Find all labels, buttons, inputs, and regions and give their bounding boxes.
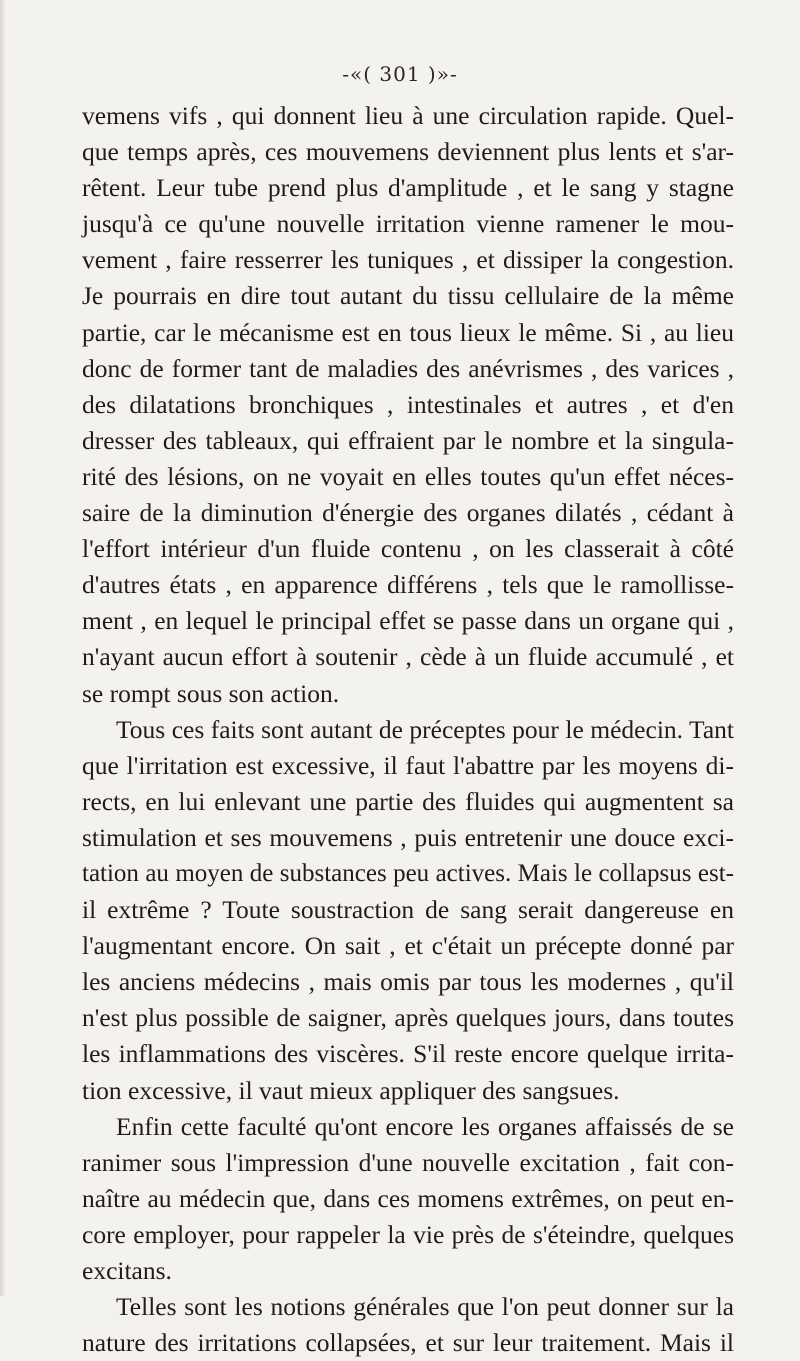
text-line: vement , faire resserrer les tuniques , et dissiper la congestion. bbox=[82, 245, 734, 275]
text-line: core employer, pour rappeler la vie près de s'éteindre, quelques bbox=[82, 1219, 734, 1249]
text-line: que l'irritation est excessive, il faut l'abattre par les moyens di- bbox=[82, 750, 734, 780]
text-line: excitans. bbox=[82, 1256, 172, 1285]
text-line: il extrême ? Toute soustraction de sang serait dangereuse en bbox=[82, 895, 734, 925]
page-edge-shadow bbox=[0, 0, 6, 1296]
text-line: ranimer sous l'impression d'une nouvelle excitation , fait con- bbox=[82, 1147, 734, 1177]
page-number: -«( 301 )»- bbox=[342, 62, 458, 86]
text-line: rité des lésions, on ne voyait en elles toutes qu'un effet néces- bbox=[82, 461, 734, 491]
text-line: ment , en lequel le principal effet se passe dans un organe qui , bbox=[82, 606, 734, 636]
text-line: partie, car le mécanisme est en tous lieux le même. Si , au lieu bbox=[82, 317, 734, 347]
text-line: les inflammations des viscères. S'il reste encore quelque irrita- bbox=[82, 1039, 734, 1069]
text-line: naître au médecin que, dans ces momens extrêmes, on peut en- bbox=[82, 1183, 734, 1213]
text-line: l'effort intérieur d'un fluide contenu , on les classerait à côté bbox=[82, 534, 734, 564]
text-line: des dilatations bronchiques , intestinales et autres , et d'en bbox=[82, 389, 734, 419]
text-line: rects, en lui enlevant une partie des fluides qui augmentent sa bbox=[82, 786, 734, 816]
text-line: nature des irritations collapsées, et sur leur traitement. Mais il bbox=[82, 1328, 734, 1358]
text-line: donc de former tant de maladies des anévrismes , des varices , bbox=[82, 353, 734, 383]
paragraph-start-line: Tous ces faits sont autant de préceptes pour le médecin. Tant bbox=[116, 714, 734, 744]
text-line: que temps après, ces mouvemens deviennent plus lents et s'ar- bbox=[82, 137, 734, 167]
text-line: d'autres états , en apparence différens , tels que le ramollisse- bbox=[82, 570, 734, 600]
body-text bbox=[82, 98, 734, 1361]
text-line: Je pourrais en dire tout autant du tissu cellulaire de la même bbox=[82, 281, 734, 311]
text-line: tion excessive, il vaut mieux appliquer des sangsues. bbox=[82, 1075, 620, 1105]
text-line: se rompt sous son action. bbox=[82, 678, 340, 708]
text-line: stimulation et ses mouvemens , puis entretenir une douce exci- bbox=[82, 822, 734, 852]
text-line: les anciens médecins , mais omis par tous les modernes , qu'il bbox=[82, 967, 734, 997]
text-line: n'est plus possible de saigner, après quelques jours, dans toutes bbox=[82, 1003, 734, 1033]
text-line: tation au moyen de substances peu actives. Mais le collapsus est- bbox=[82, 859, 734, 887]
text-line: vemens vifs , qui donnent lieu à une circulation rapide. Quel- bbox=[82, 101, 734, 130]
text-line: jusqu'à ce qu'une nouvelle irritation vienne ramener le mou- bbox=[82, 209, 734, 239]
text-line: dresser des tableaux, qui effraient par le nombre et la singula- bbox=[82, 425, 734, 455]
paragraph-start-line: Telles sont les notions générales que l'on peut donner sur la bbox=[116, 1292, 734, 1322]
text-line: saire de la diminution d'énergie des organes dilatés , cédant à bbox=[82, 498, 734, 528]
text-line: rêtent. Leur tube prend plus d'amplitude , et le sang y stagne bbox=[82, 173, 734, 203]
paragraph-start-line: Enfin cette faculté qu'ont encore les organes affaissés de se bbox=[116, 1111, 734, 1141]
text-line: n'ayant aucun effort à soutenir , cède à un fluide accumulé , et bbox=[82, 642, 734, 672]
text-line: l'augmentant encore. On sait , et c'était un précepte donné par bbox=[82, 931, 734, 961]
